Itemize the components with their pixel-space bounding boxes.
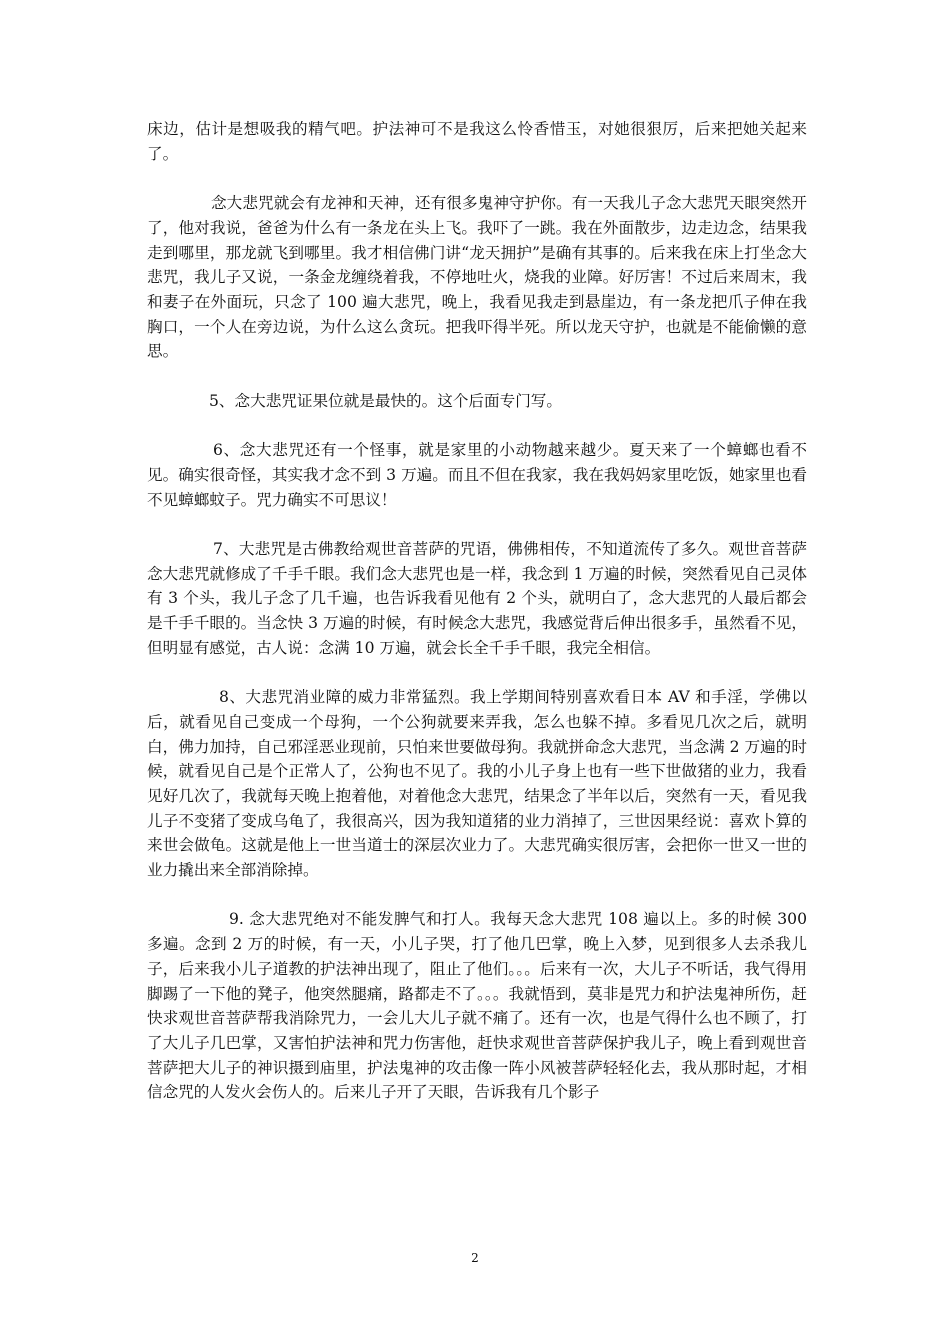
paragraph-spacer [147,364,807,389]
paragraph-item-5: 5、念大悲咒证果位就是最快的。这个后面专门写。 [209,391,562,410]
paragraph-dragon-guardians: 念大悲咒就会有龙神和天神，还有很多鬼神守护你。有一天我儿子念大悲咒天眼突然开了，他对我说，爸爸为什么有一条龙在头上飞。我吓了一跳。我在外面散步，边走边念，结果我走到哪里，那龙就飞到哪里。我才相信佛门讲“龙天拥护”是确有其事的。后来我在床上打坐念大悲咒，我儿子又说，一条金龙缠绕着我，不停地吐火，烧我的业障。好厉害！不过后来周末，我和妻子在外面玩，只念了 100 遍大悲咒，晚上，我看见我走到悬崖边，有一条龙把爪子伸在我胸口，一个人在旁边说，为什么这么贪玩。把我吓得半死。所以龙天守护，也就是不能偷懒的意思。 [147,194,807,361]
paragraph-item-9: 9. 念大悲咒绝对不能发脾气和打人。我每天念大悲咒 108 遍以上。多的时候 300 多遍。念到 2 万的时候，有一天，小儿子哭，打了他几巴掌，晚上入梦，见到很多人去杀我儿子，后来我小儿子道教的护法神出现了，阻止了他们。。。后来有一次，大儿子不听话，我气得用脚踢了一下他的凳子，他突然腿痛，路都走不了。。。我就悟到，莫非是咒力和护法鬼神所伤，赶快求观世音菩萨帮我消除咒力，一会儿大儿子就不痛了。还有一次，也是气得什么也不顾了，打了大儿子几巴掌，又害怕护法神和咒力伤害他，赶快求观世音菩萨保护我儿子，晚上看到观世音菩萨把大儿子的神识摄到庙里，护法鬼神的攻击像一阵小风被菩萨轻轻化去，我从那时起，才相信念咒的人发火会伤人的。后来儿子开了天眼，告诉我有几个影子 [147,910,807,1102]
document-body [147,117,807,1105]
page-number: 2 [471,1251,479,1265]
paragraph-continued: 床边，估计是想吸我的精气吧。护法神可不是我这么怜香惜玉，对她很狠厉，后来把她关起来了。 [147,120,807,163]
paragraph-spacer [147,166,807,191]
paragraph-item-7: 7、大悲咒是古佛教给观世音菩萨的咒语，佛佛相传，不知道流传了多久。观世音菩萨念大悲咒就修成了千手千眼。我们念大悲咒也是一样，我念到 1 万遍的时候，突然看见自己灵体有 3 个头，我儿子念了几千遍，也告诉我看见他有 2 个头，就明白了，念大悲咒的人最后都会是千手千眼的。当念快 3 万遍的时候，有时候念大悲咒，我感觉背后伸出很多手，虽然看不见，但明显有感觉，古人说：念满 10 万遍，就会长全千手千眼，我完全相信。 [147,539,807,657]
paragraph-item-8: 8、大悲咒消业障的威力非常猛烈。我上学期间特别喜欢看日本 AV 和手淫，学佛以后，就看见自己变成一个母狗，一个公狗就要来弄我，怎么也躲不掉。多看见几次之后，就明白，佛力加持，自己邪淫恶业现前，只怕来世要做母狗。我就拼命念大悲咒，当念满 2 万遍的时候，就看见自己是个正常人了，公狗也不见了。我的小儿子身上也有一些下世做猪的业力，我看见好几次了，我就每天晚上抱着他，对着他念大悲咒，结果念了半年以后，突然有一天，看见我儿子不变猪了变成乌龟了，我很高兴，因为我知道猪的业力消掉了，三世因果经说：喜欢卜算的来世会做龟。这就是他上一世当道士的深层次业力了。大悲咒确实很厉害，会把你一世又一世的业力撬出来全部消除掉。 [147,688,807,880]
paragraph-spacer [147,660,807,685]
paragraph-spacer [147,413,807,438]
paragraph-item-6: 6、念大悲咒还有一个怪事，就是家里的小动物越来越少。夏天来了一个蟑螂也看不见。确实很奇怪，其实我才念不到 3 万遍。而且不但在我家，我在我妈妈家里吃饭，她家里也看不见蟑螂蚊子。咒力确实不可思议！ [147,441,807,509]
paragraph-spacer [147,883,807,908]
paragraph-spacer [147,512,807,537]
